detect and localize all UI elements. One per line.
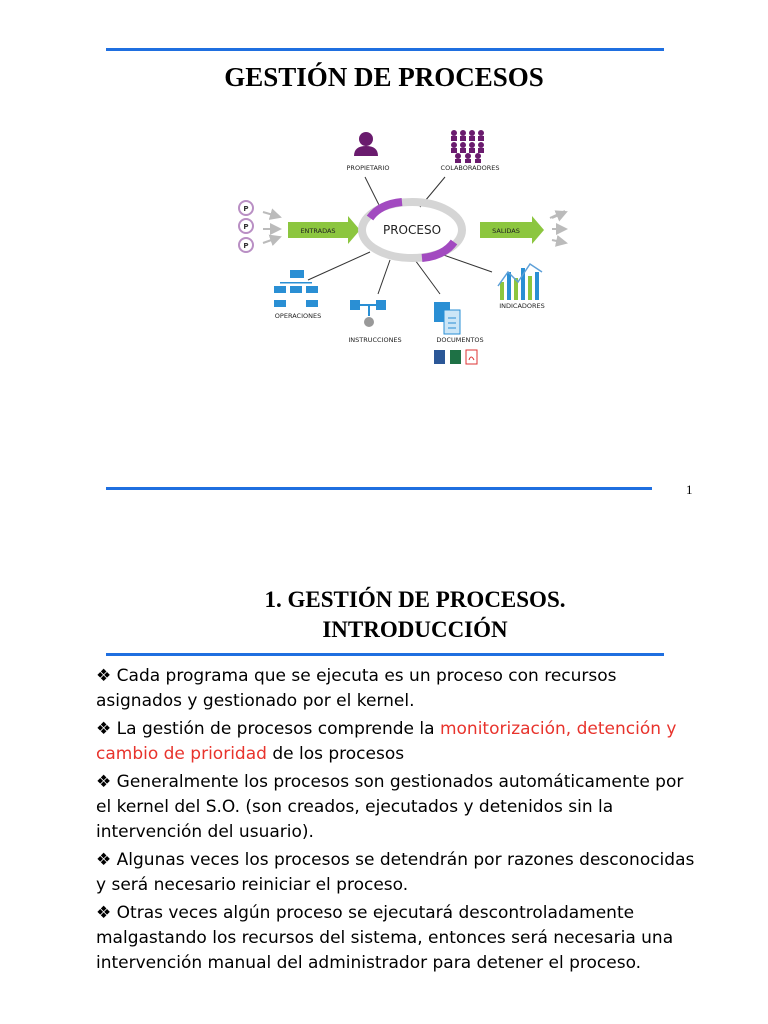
process-center	[362, 202, 462, 258]
svg-text:SALIDAS: SALIDAS	[492, 227, 520, 235]
output-arrow-3	[552, 240, 566, 243]
indicators-icon	[498, 264, 542, 300]
bullet-diamond-icon: ❖	[96, 666, 112, 686]
owner-icon	[354, 132, 378, 156]
page-number: 1	[686, 482, 693, 497]
input-p-nodes	[239, 201, 280, 252]
bullet-highlight: monitorización, detención y cambio de prioridad	[96, 719, 677, 764]
inputs-arrow	[288, 216, 360, 244]
bullet-list	[96, 664, 696, 979]
bullet-text: Algunas veces los procesos se detendrán por razones desconocidas y será necesario reiniciar el proceso.	[96, 850, 695, 895]
section-title-line2: INTRODUCCIÓN	[322, 617, 508, 642]
bullet-diamond-icon: ❖	[96, 903, 112, 923]
outputs-arrow	[480, 216, 544, 244]
bullet-diamond-icon: ❖	[96, 719, 112, 739]
bullet-diamond-icon: ❖	[96, 850, 112, 870]
documents-label: DOCUMENTOS	[436, 336, 484, 344]
bullet-text: Generalmente los procesos son gestionados automáticamente por el kernel del S.O. (son creados, ejecutados y detenidos sin la intervención del usuario).	[96, 772, 684, 842]
svg-text:ENTRADAS: ENTRADAS	[300, 227, 336, 235]
instructions-icon	[350, 300, 386, 327]
operations-label: OPERACIONES	[274, 312, 322, 320]
top-rule	[106, 48, 664, 51]
bullet-text: La gestión de procesos comprende la	[116, 719, 440, 739]
bullet-item-1	[96, 664, 696, 714]
bullet-text: Cada programa que se ejecuta es un proceso con recursos asignados y gestionado por el kernel.	[96, 666, 617, 711]
section-title-line1: 1. GESTIÓN DE PROCESOS.	[264, 587, 566, 612]
indicators-label: INDICADORES	[499, 302, 545, 310]
process-diagram	[230, 122, 570, 370]
section-rule	[106, 653, 664, 656]
bullet-item-4	[96, 848, 696, 898]
bullet-text: Otras veces algún proceso se ejecutará descontroladamente malgastando los recursos del sistema, entonces será necesaria una intervención manual del administrador para detener el proceso.	[96, 903, 674, 973]
operations-icon	[274, 270, 318, 307]
documents-icon	[434, 302, 460, 334]
svg-text:P: P	[243, 205, 249, 213]
svg-text:P: P	[243, 223, 249, 231]
section-title	[170, 585, 660, 645]
bullet-item-2	[96, 717, 696, 767]
svg-text:P: P	[243, 242, 249, 250]
svg-text:PROCESO: PROCESO	[382, 223, 442, 237]
bullet-item-5	[96, 901, 696, 976]
collaborators-icon	[451, 130, 484, 163]
bullet-diamond-icon: ❖	[96, 772, 112, 792]
owner-label: PROPIETARIO	[346, 164, 390, 172]
bullet-text-tail: de los procesos	[266, 744, 405, 764]
office-file-icons	[434, 350, 477, 364]
collaborators-label: COLABORADORES	[440, 164, 500, 172]
slide-title: GESTIÓN DE PROCESOS	[224, 62, 544, 92]
bullet-item-3	[96, 770, 696, 845]
footer-rule	[106, 487, 652, 490]
output-p-group	[552, 212, 566, 243]
instructions-label: INSTRUCCIONES	[348, 336, 402, 344]
